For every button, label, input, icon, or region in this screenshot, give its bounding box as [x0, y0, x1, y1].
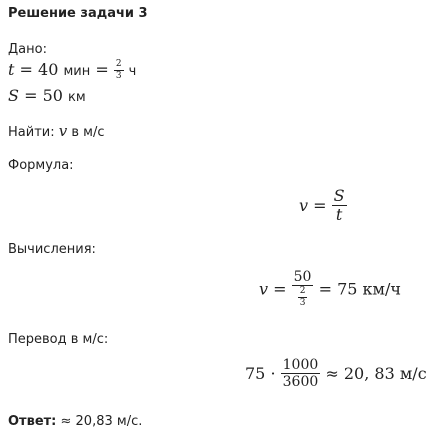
- conversion-value: 75: [245, 364, 266, 383]
- answer-line: [8, 414, 142, 429]
- formula-lhs: v: [299, 196, 309, 215]
- fraction-numerator: 2: [115, 59, 122, 69]
- equals-sign: =: [24, 86, 38, 105]
- given-time-equation: [8, 60, 136, 81]
- fraction-denominator: [292, 287, 314, 308]
- equals-sign: =: [19, 60, 33, 79]
- calculations-label: Вычисления:: [8, 242, 96, 257]
- distance-variable: S: [8, 86, 19, 105]
- time-variable: t: [8, 60, 15, 79]
- s-over-t-fraction: [332, 188, 347, 223]
- fraction-denominator: t: [335, 205, 343, 224]
- time-unit-minutes: мин: [63, 64, 91, 79]
- equals-sign: =: [313, 196, 327, 215]
- formula-label: Формула:: [8, 158, 74, 173]
- calculation-equation: [259, 270, 401, 308]
- answer-label: Ответ:: [8, 414, 57, 429]
- conversion-result: 20, 83: [343, 364, 395, 383]
- given-label: Дано:: [8, 42, 47, 57]
- approx-sign: ≈: [325, 364, 339, 383]
- velocity-formula: [299, 188, 347, 223]
- find-variable: v: [58, 122, 68, 140]
- fraction-numerator: 2: [299, 286, 306, 296]
- distance-value: 50: [42, 86, 63, 105]
- calc-result: 75: [337, 279, 358, 299]
- find-label: Найти:: [8, 125, 55, 140]
- conversion-unit: м/с: [399, 364, 427, 383]
- equals-sign: =: [95, 60, 109, 79]
- two-thirds-fraction: [114, 60, 124, 81]
- equals-sign: =: [318, 279, 332, 299]
- fraction-numerator: 1000: [282, 357, 319, 373]
- two-thirds-fraction: [298, 287, 308, 308]
- time-value: 40: [38, 60, 59, 79]
- fraction-denominator: 3600: [282, 374, 319, 390]
- fraction-denominator: 3: [115, 71, 122, 81]
- find-units: в м/с: [71, 125, 105, 140]
- given-distance-equation: [8, 86, 86, 105]
- equals-sign: =: [273, 279, 287, 299]
- fifty-over-two-thirds-fraction: [292, 270, 314, 308]
- distance-unit: км: [68, 90, 86, 105]
- solution-title: Решение задачи 3: [8, 6, 148, 21]
- calc-unit: км/ч: [362, 279, 401, 299]
- calc-lhs: v: [259, 279, 269, 299]
- conversion-label: Перевод в м/с:: [8, 332, 109, 347]
- fraction-denominator: 3: [299, 298, 306, 308]
- fraction-numerator: 50: [293, 269, 312, 285]
- find-line: [8, 122, 105, 140]
- time-unit-hours: ч: [128, 64, 137, 79]
- fraction-numerator: S: [333, 186, 345, 205]
- multiply-dot: ·: [270, 364, 276, 383]
- thousand-over-3600-fraction: [281, 358, 321, 389]
- answer-text: ≈ 20,83 м/с.: [60, 414, 143, 429]
- conversion-equation: [245, 358, 427, 389]
